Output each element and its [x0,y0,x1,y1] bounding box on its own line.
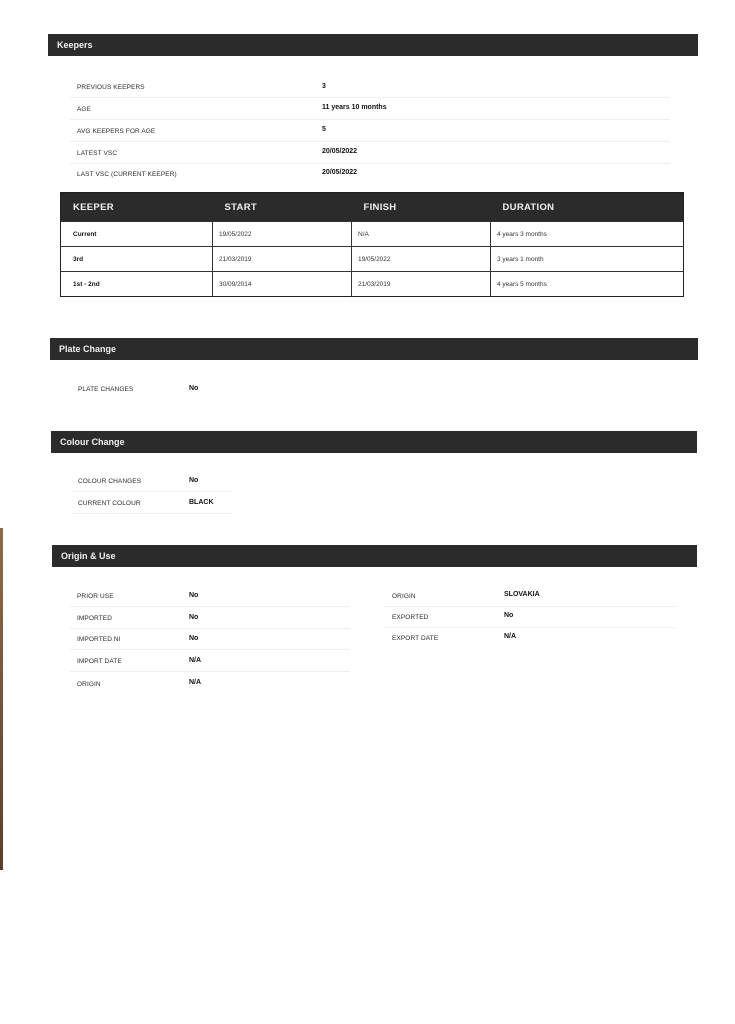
table-cell: 19/05/2022 [213,222,352,247]
field-label: ORIGIN [77,681,101,688]
row-divider [70,141,670,142]
colour-change-section-header [51,431,697,453]
field-label: AVG KEEPERS FOR AGE [77,128,156,135]
field-value: No [189,614,199,621]
field-value: 11 years 10 months [322,104,387,111]
table-cell: 3 years 1 month [491,247,684,272]
table-cell: 1st - 2nd [61,272,213,297]
table-cell: Current [61,222,213,247]
table-cell: 21/03/2019 [213,247,352,272]
page-edge-shadow [0,528,3,870]
keepers-table [60,192,684,297]
table-cell: 3rd [61,247,213,272]
column-header-keeper: KEEPER [61,193,213,222]
field-label: CURRENT COLOUR [78,500,141,507]
field-value: No [189,477,199,484]
table-cell: 4 years 5 months [491,272,684,297]
field-value: No [189,385,199,392]
field-label: COLOUR CHANGES [78,478,142,485]
field-value: No [504,612,514,619]
field-label: PLATE CHANGES [78,386,134,393]
table-cell: 30/09/2014 [213,272,352,297]
field-value: SLOVAKIA [504,591,540,598]
field-label: LAST VSC (CURRENT KEEPER) [77,171,177,178]
row-divider [70,97,670,98]
column-header-start: START [213,193,352,222]
field-value: N/A [189,679,202,686]
field-label: EXPORT DATE [392,635,439,642]
table-cell: N/A [352,222,491,247]
row-divider [385,627,675,628]
field-label: PRIOR USE [77,593,114,600]
column-header-duration: DURATION [491,193,684,222]
field-value: BLACK [189,499,214,506]
row-divider [70,119,670,120]
row-divider [70,628,350,629]
origin-use-header-title: Origin & Use [61,551,116,561]
keepers-section-header [48,34,698,56]
field-label: IMPORT DATE [77,658,122,665]
row-divider [70,163,670,164]
field-label: LATEST VSC [77,150,118,157]
field-label: ORIGIN [392,593,416,600]
plate-change-header-title: Plate Change [59,344,117,354]
table-row [61,247,684,272]
field-label: AGE [77,106,92,113]
row-divider [70,649,350,650]
table-header-row [61,193,684,222]
field-value: No [189,635,199,642]
row-divider [70,606,350,607]
table-cell: 4 years 3 months [491,222,684,247]
row-divider [385,606,675,607]
field-value: 20/05/2022 [322,148,358,155]
field-value: 5 [322,126,326,133]
field-value: 3 [322,83,326,90]
table-row [61,222,684,247]
row-divider [70,671,350,672]
field-value: 20/05/2022 [322,169,358,176]
field-label: PREVIOUS KEEPERS [77,84,145,91]
keepers-header-title: Keepers [57,40,93,50]
field-label: IMPORTED NI [77,636,121,643]
origin-use-section-header [52,545,697,567]
plate-change-section-header [50,338,698,360]
field-value: N/A [504,633,517,640]
row-divider [72,513,232,514]
colour-change-header-title: Colour Change [60,437,125,447]
field-label: IMPORTED [77,615,112,622]
table-cell: 21/03/2019 [352,272,491,297]
table-row [61,272,684,297]
row-divider [72,491,232,492]
table-cell: 19/05/2022 [352,247,491,272]
field-value: N/A [189,657,202,664]
field-label: EXPORTED [392,614,429,621]
field-value: No [189,592,199,599]
column-header-finish: FINISH [352,193,491,222]
